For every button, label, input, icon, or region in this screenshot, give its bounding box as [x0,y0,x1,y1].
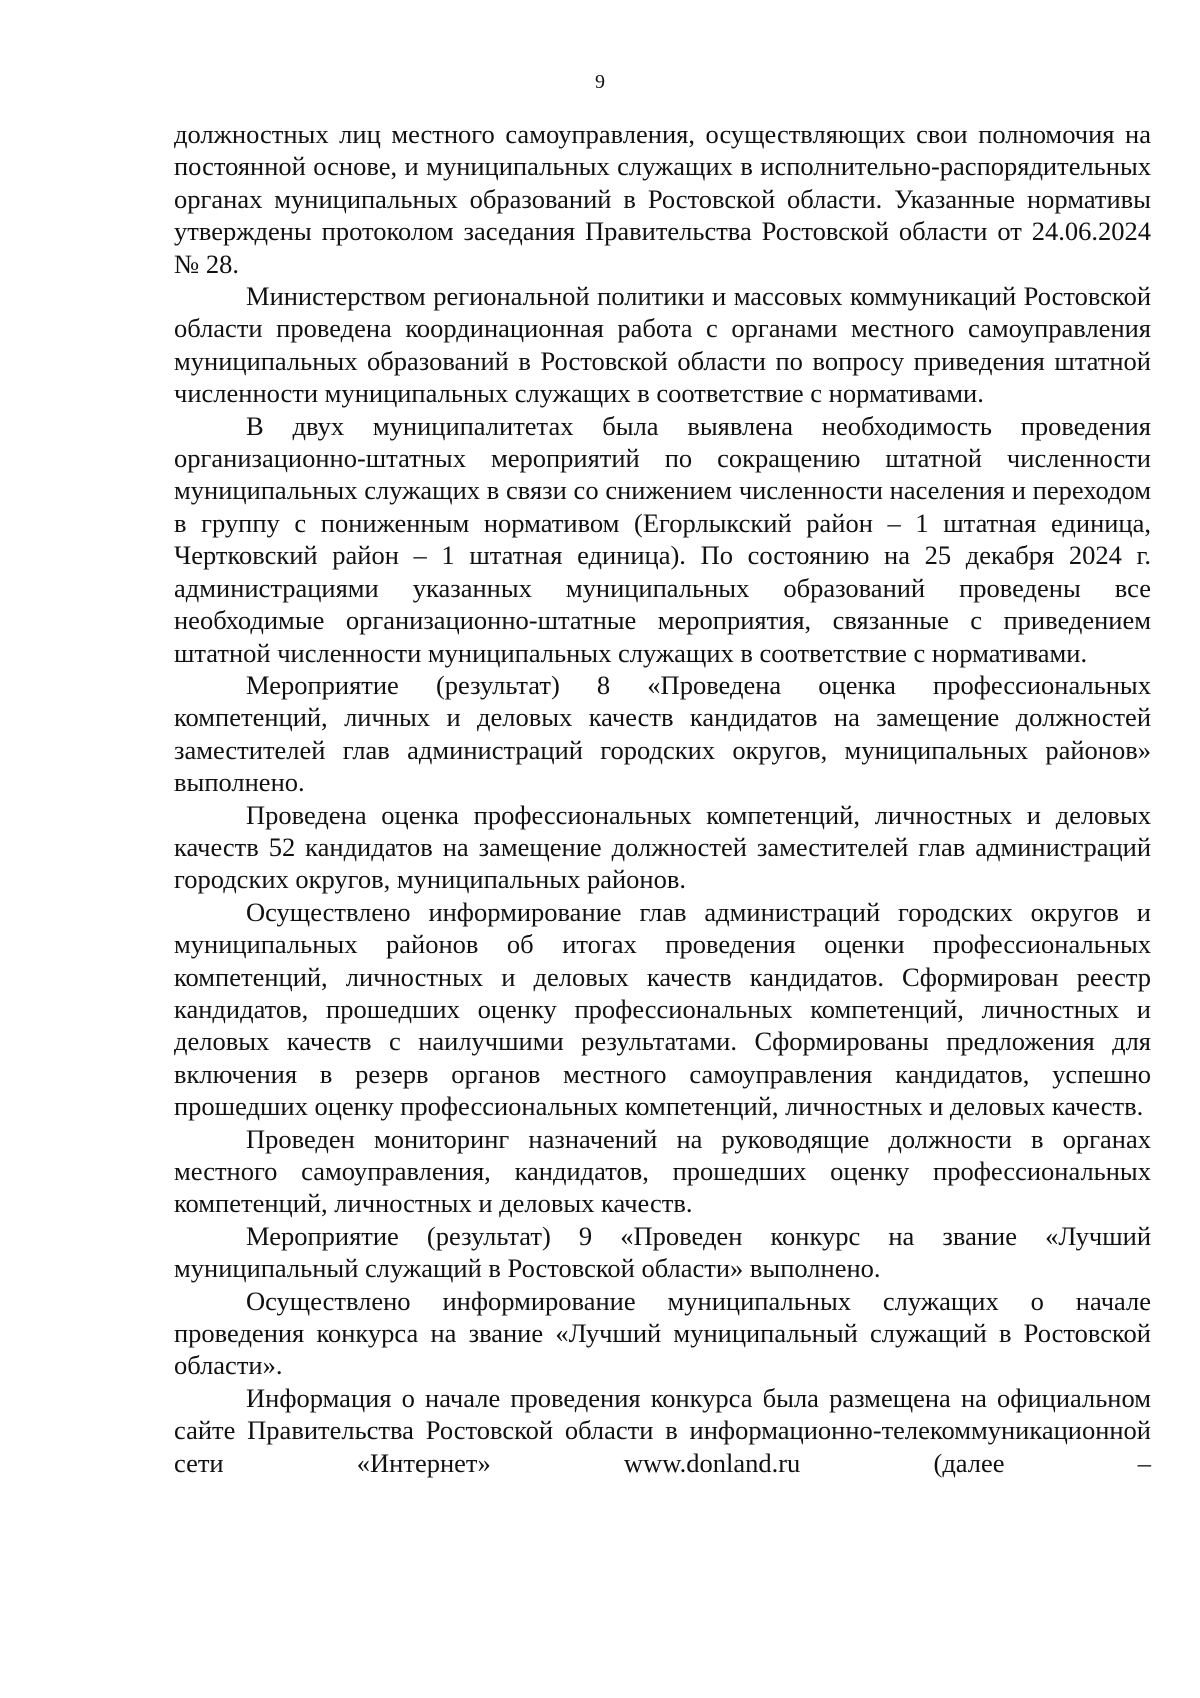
paragraph-continuation: должностных лиц местного самоуправления, осуществляющих свои полномочия на постоянной основе, и муниципальных служащих в исполнительно-распорядительных органах муниципальных образований в Ростовской области. Указанные нормативы утверждены протоколом заседания Правительства Ростовской области от 24.06.2024 № 28. [174,119,1151,279]
paragraph-contest-publication: Информация о начале проведения конкурса была размещена на официальном сайте Правительства Ростовской области в информационно-телекоммуникационной сети «Интернет» www.donland.ru (далее – [174,1382,1151,1478]
page-number: 9 [595,71,605,93]
paragraph-contest-informing: Осуществлено информирование муниципальных служащих о начале проведения конкурса на звание «Лучший муниципальный служащий в Ростовской области». [174,1285,1151,1381]
paragraph-informing-heads: Осуществлено информирование глав администраций городских округов и муниципальных районов об итогах проведения оценки профессиональных компетенций, личностных и деловых качеств кандидатов. Сформирован реестр кандидатов, прошедших оценку профессиональных компетенций, личностных и деловых качеств с наилучшими результатами. Сформированы предложения для включения в резерв органов местного самоуправления кандидатов, успешно прошедших оценку профессиональных компетенций, личностных и деловых качеств. [174,896,1151,1122]
paragraph-measure-9: Мероприятие (результат) 9 «Проведен конкурс на звание «Лучший муниципальный служащий в Ростовской области» выполнено. [174,1220,1151,1284]
paragraph-ministry-coordination: Министерством региональной политики и массовых коммуникаций Ростовской области проведена координационная работа с органами местного самоуправления муниципальных образований в Ростовской области по вопросу приведения штатной численности муниципальных служащих в соответствие с нормативами. [174,281,1151,409]
paragraph-measure-8: Мероприятие (результат) 8 «Проведена оценка профессиональных компетенций, личных и деловых качеств кандидатов на замещение должностей заместителей глав администраций городских округов, муниципальных районов» выполнено. [174,669,1151,798]
document-body [174,118,1151,1479]
paragraph-staff-reduction: В двух муниципалитетах была выявлена необходимость проведения организационно-штатных мероприятий по сокращению штатной численности муниципальных служащих в связи со снижением численности населения и переходом в группу с пониженным нормативом (Егорлыкский район – 1 штатная единица, Чертковский район – 1 штатная единица). По состоянию на 25 декабря 2024 г. администрациями указанных муниципальных образований проведены все необходимые организационно-штатные мероприятия, связанные с приведением штатной численности муниципальных служащих в соответствие с нормативами. [174,410,1151,668]
paragraph-assessment-52-candidates: Проведена оценка профессиональных компетенций, личностных и деловых качеств 52 кандидатов на замещение должностей заместителей глав администраций городских округов, муниципальных районов. [174,799,1151,895]
paragraph-monitoring: Проведен мониторинг назначений на руководящие должности в органах местного самоуправления, кандидатов, прошедших оценку профессиональных компетенций, личностных и деловых качеств. [174,1123,1151,1219]
